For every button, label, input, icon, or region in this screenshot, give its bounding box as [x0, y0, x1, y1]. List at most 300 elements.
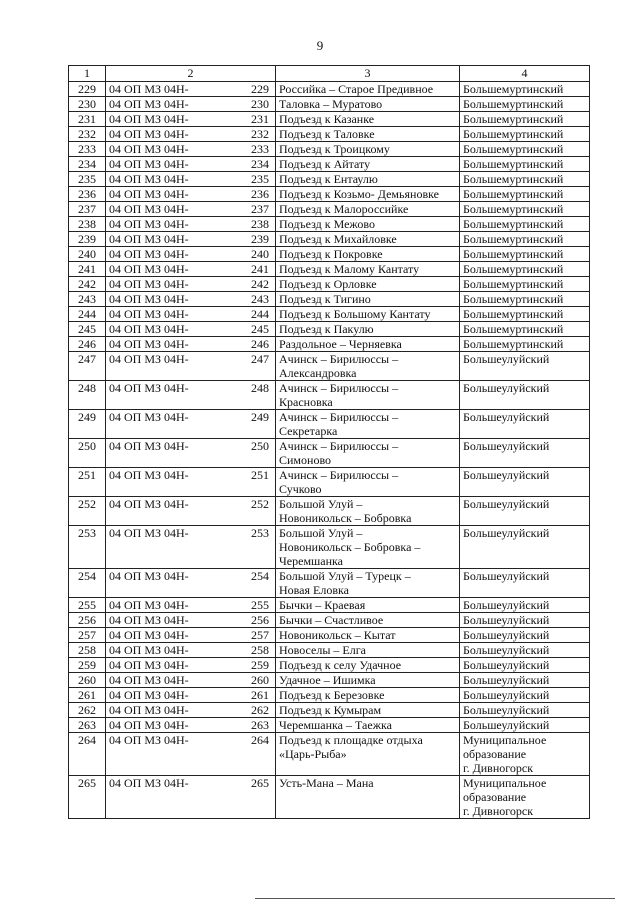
road-name-line: Подъезд к Межово	[279, 217, 375, 231]
road-name-cell	[276, 262, 460, 277]
district-line: Большемуртинский	[463, 172, 564, 186]
road-code-cell	[106, 703, 276, 718]
road-code-suffix: 235	[251, 172, 269, 186]
district-cell	[460, 569, 590, 598]
road-name-cell	[276, 352, 460, 381]
road-name-line: Подъезд к селу Удачное	[279, 658, 402, 672]
road-code-cell	[106, 292, 276, 307]
district-line: Большемуртинский	[463, 217, 564, 231]
road-name-cell	[276, 247, 460, 262]
road-code-cell	[106, 262, 276, 277]
table-row	[69, 112, 590, 127]
row-number: 230	[69, 97, 106, 112]
row-number: 244	[69, 307, 106, 322]
district-cell	[460, 262, 590, 277]
road-name-line: Раздольное – Черняевка	[279, 337, 402, 351]
table-row	[69, 262, 590, 277]
road-name-line: Подъезд к Козьмо- Демьяновке	[279, 187, 439, 201]
district-line: Большемуртинский	[463, 127, 564, 141]
road-code-prefix: 04 ОП МЗ 04Н-	[109, 262, 189, 276]
road-code-prefix: 04 ОП МЗ 04Н-	[109, 82, 189, 96]
district-cell	[460, 643, 590, 658]
table-row	[69, 232, 590, 247]
table-row	[69, 569, 590, 598]
district-cell	[460, 688, 590, 703]
district-line: Большемуртинский	[463, 187, 564, 201]
district-cell	[460, 247, 590, 262]
header-col-2: 2	[106, 66, 276, 82]
table-row	[69, 497, 590, 526]
district-line: Большемуртинский	[463, 82, 564, 96]
road-name-cell	[276, 497, 460, 526]
table-row	[69, 439, 590, 468]
road-name-line: Подъезд к Казанке	[279, 112, 375, 126]
table-row	[69, 468, 590, 497]
district-line: Большеулуйский	[463, 598, 550, 612]
district-line: Большемуртинский	[463, 262, 564, 276]
road-name-line: Таловка – Муратово	[279, 97, 383, 111]
row-number: 258	[69, 643, 106, 658]
road-name-line: Бычки – Счастливое	[279, 613, 384, 627]
road-code-prefix: 04 ОП МЗ 04Н-	[109, 217, 189, 231]
road-name-line: Подъезд к Айтату	[279, 157, 371, 171]
road-code-cell	[106, 337, 276, 352]
road-name-cell	[276, 127, 460, 142]
district-cell	[460, 217, 590, 232]
district-line: г. Дивногорск	[463, 804, 534, 818]
road-code-cell	[106, 569, 276, 598]
district-cell	[460, 202, 590, 217]
road-name-line: Большой Улуй –	[279, 526, 363, 540]
road-name-line: Подъезд к Кумырам	[279, 703, 382, 717]
row-number: 265	[69, 776, 106, 819]
road-code-suffix: 256	[251, 613, 269, 627]
table-row	[69, 598, 590, 613]
district-cell	[460, 468, 590, 497]
district-cell	[460, 292, 590, 307]
table-row	[69, 337, 590, 352]
district-line: Большемуртинский	[463, 247, 564, 261]
district-cell	[460, 733, 590, 776]
road-name-cell	[276, 688, 460, 703]
road-code-suffix: 238	[251, 217, 269, 231]
district-line: Большеулуйский	[463, 613, 550, 627]
road-code-cell	[106, 172, 276, 187]
road-code-suffix: 246	[251, 337, 269, 351]
road-name-line: Подъезд к Ентаулю	[279, 172, 378, 186]
road-code-prefix: 04 ОП МЗ 04Н-	[109, 277, 189, 291]
district-line: Большеулуйский	[463, 569, 550, 583]
district-cell	[460, 776, 590, 819]
road-code-suffix: 241	[251, 262, 269, 276]
row-number: 264	[69, 733, 106, 776]
table-row	[69, 157, 590, 172]
road-code-suffix: 265	[251, 776, 269, 790]
district-cell	[460, 337, 590, 352]
road-code-cell	[106, 247, 276, 262]
road-code-suffix: 257	[251, 628, 269, 642]
road-code-suffix: 243	[251, 292, 269, 306]
district-cell	[460, 497, 590, 526]
road-code-suffix: 261	[251, 688, 269, 702]
row-number: 247	[69, 352, 106, 381]
row-number: 249	[69, 410, 106, 439]
table-row	[69, 381, 590, 410]
road-name-line: Красновка	[279, 395, 333, 409]
road-name-line: Новоселы – Елга	[279, 643, 366, 657]
row-number: 248	[69, 381, 106, 410]
road-name-cell	[276, 718, 460, 733]
row-number: 232	[69, 127, 106, 142]
road-name-cell	[276, 776, 460, 819]
row-number: 253	[69, 526, 106, 569]
district-line: Большемуртинский	[463, 232, 564, 246]
district-line: Большеулуйский	[463, 439, 550, 453]
road-name-line: Подъезд к Березовке	[279, 688, 385, 702]
district-cell	[460, 142, 590, 157]
road-code-suffix: 230	[251, 97, 269, 111]
district-line: Муниципальное	[463, 733, 547, 747]
road-code-suffix: 233	[251, 142, 269, 156]
road-code-cell	[106, 352, 276, 381]
road-name-line: Новоникольск – Кытат	[279, 628, 396, 642]
road-code-cell	[106, 381, 276, 410]
district-cell	[460, 410, 590, 439]
district-cell	[460, 352, 590, 381]
road-code-prefix: 04 ОП МЗ 04Н-	[109, 202, 189, 216]
table-row	[69, 97, 590, 112]
row-number: 236	[69, 187, 106, 202]
district-line: Большемуртинский	[463, 112, 564, 126]
road-code-prefix: 04 ОП МЗ 04Н-	[109, 322, 189, 336]
road-code-suffix: 248	[251, 381, 269, 395]
road-code-cell	[106, 82, 276, 97]
district-cell	[460, 172, 590, 187]
road-name-line: Ачинск – Бирилюссы –	[279, 468, 399, 482]
road-code-suffix: 254	[251, 569, 269, 583]
road-code-prefix: 04 ОП МЗ 04Н-	[109, 142, 189, 156]
road-name-cell	[276, 97, 460, 112]
district-line: Большемуртинский	[463, 292, 564, 306]
road-name-cell	[276, 292, 460, 307]
district-line: Большемуртинский	[463, 322, 564, 336]
table-row	[69, 673, 590, 688]
road-code-cell	[106, 658, 276, 673]
district-line: Большеулуйский	[463, 381, 550, 395]
road-code-prefix: 04 ОП МЗ 04Н-	[109, 628, 189, 642]
table-row	[69, 142, 590, 157]
row-number: 243	[69, 292, 106, 307]
road-code-cell	[106, 277, 276, 292]
road-code-cell	[106, 688, 276, 703]
road-code-suffix: 258	[251, 643, 269, 657]
road-code-prefix: 04 ОП МЗ 04Н-	[109, 733, 189, 747]
table-row	[69, 410, 590, 439]
road-code-suffix: 229	[251, 82, 269, 96]
road-code-prefix: 04 ОП МЗ 04Н-	[109, 703, 189, 717]
road-name-line: Ачинск – Бирилюссы –	[279, 352, 399, 366]
row-number: 262	[69, 703, 106, 718]
road-name-line: Ачинск – Бирилюссы –	[279, 410, 399, 424]
road-code-suffix: 231	[251, 112, 269, 126]
road-name-cell	[276, 142, 460, 157]
road-name-cell	[276, 217, 460, 232]
table-header-row	[69, 66, 590, 82]
road-code-cell	[106, 439, 276, 468]
district-cell	[460, 613, 590, 628]
road-name-line: Подъезд к Большому Кантату	[279, 307, 431, 321]
district-line: Большеулуйский	[463, 352, 550, 366]
road-code-cell	[106, 613, 276, 628]
road-name-cell	[276, 703, 460, 718]
road-code-cell	[106, 322, 276, 337]
table-row	[69, 733, 590, 776]
road-name-line: Новая Еловка	[279, 583, 349, 597]
road-code-cell	[106, 673, 276, 688]
table-row	[69, 277, 590, 292]
road-code-cell	[106, 202, 276, 217]
district-cell	[460, 439, 590, 468]
table-row	[69, 127, 590, 142]
road-code-cell	[106, 776, 276, 819]
road-name-line: Подъезд к Покровке	[279, 247, 383, 261]
district-cell	[460, 658, 590, 673]
row-number: 231	[69, 112, 106, 127]
road-code-suffix: 240	[251, 247, 269, 261]
road-name-line: Подъезд к Малороссийке	[279, 202, 409, 216]
road-name-line: Новоникольск – Бобровка	[279, 511, 412, 525]
district-cell	[460, 232, 590, 247]
road-code-prefix: 04 ОП МЗ 04Н-	[109, 112, 189, 126]
road-name-line: Сучково	[279, 482, 322, 496]
district-cell	[460, 112, 590, 127]
road-code-prefix: 04 ОП МЗ 04Н-	[109, 337, 189, 351]
road-name-cell	[276, 598, 460, 613]
road-code-cell	[106, 468, 276, 497]
road-name-cell	[276, 112, 460, 127]
district-line: Большеулуйский	[463, 673, 550, 687]
table-row	[69, 718, 590, 733]
table-row	[69, 688, 590, 703]
district-line: Большеулуйский	[463, 688, 550, 702]
road-name-cell	[276, 673, 460, 688]
district-line: Большемуртинский	[463, 142, 564, 156]
road-code-suffix: 255	[251, 598, 269, 612]
road-name-cell	[276, 410, 460, 439]
road-name-cell	[276, 381, 460, 410]
row-number: 257	[69, 628, 106, 643]
district-cell	[460, 628, 590, 643]
row-number: 245	[69, 322, 106, 337]
road-code-cell	[106, 628, 276, 643]
road-code-prefix: 04 ОП МЗ 04Н-	[109, 569, 189, 583]
road-code-suffix: 239	[251, 232, 269, 246]
district-line: Большеулуйский	[463, 703, 550, 717]
row-number: 263	[69, 718, 106, 733]
row-number: 234	[69, 157, 106, 172]
road-code-prefix: 04 ОП МЗ 04Н-	[109, 658, 189, 672]
road-name-cell	[276, 569, 460, 598]
road-code-cell	[106, 112, 276, 127]
road-name-line: Подъезд к Пакулю	[279, 322, 374, 336]
table-row	[69, 172, 590, 187]
road-code-cell	[106, 307, 276, 322]
road-code-suffix: 253	[251, 526, 269, 540]
road-name-line: Российка – Старое Предивное	[279, 82, 434, 96]
district-line: Большемуртинский	[463, 277, 564, 291]
district-cell	[460, 277, 590, 292]
road-code-cell	[106, 232, 276, 247]
district-cell	[460, 598, 590, 613]
table-row	[69, 703, 590, 718]
road-code-prefix: 04 ОП МЗ 04Н-	[109, 643, 189, 657]
footer-rule	[255, 898, 615, 899]
row-number: 237	[69, 202, 106, 217]
row-number: 251	[69, 468, 106, 497]
road-name-cell	[276, 202, 460, 217]
row-number: 241	[69, 262, 106, 277]
row-number: 250	[69, 439, 106, 468]
road-code-suffix: 247	[251, 352, 269, 366]
table-row	[69, 658, 590, 673]
table-row	[69, 307, 590, 322]
road-code-prefix: 04 ОП МЗ 04Н-	[109, 157, 189, 171]
district-cell	[460, 381, 590, 410]
district-line: образование	[463, 790, 527, 804]
road-code-cell	[106, 733, 276, 776]
road-code-prefix: 04 ОП МЗ 04Н-	[109, 232, 189, 246]
road-name-line: Секретарка	[279, 424, 338, 438]
row-number: 242	[69, 277, 106, 292]
road-code-cell	[106, 97, 276, 112]
row-number: 238	[69, 217, 106, 232]
table-row	[69, 292, 590, 307]
road-name-cell	[276, 468, 460, 497]
road-code-prefix: 04 ОП МЗ 04Н-	[109, 526, 189, 540]
district-line: Большемуртинский	[463, 202, 564, 216]
row-number: 254	[69, 569, 106, 598]
road-name-cell	[276, 643, 460, 658]
road-name-line: Подъезд к Михайловке	[279, 232, 397, 246]
road-code-suffix: 232	[251, 127, 269, 141]
road-name-cell	[276, 232, 460, 247]
road-name-line: Ачинск – Бирилюссы –	[279, 439, 399, 453]
district-cell	[460, 322, 590, 337]
district-line: г. Дивногорск	[463, 761, 534, 775]
road-name-cell	[276, 526, 460, 569]
district-line: Большемуртинский	[463, 97, 564, 111]
district-line: Большеулуйский	[463, 718, 550, 732]
table-row	[69, 526, 590, 569]
road-name-cell	[276, 277, 460, 292]
road-name-line: Ачинск – Бирилюссы –	[279, 381, 399, 395]
road-code-prefix: 04 ОП МЗ 04Н-	[109, 688, 189, 702]
road-code-suffix: 236	[251, 187, 269, 201]
road-code-cell	[106, 157, 276, 172]
row-number: 233	[69, 142, 106, 157]
road-code-cell	[106, 526, 276, 569]
road-name-line: Подъезд к Малому Кантату	[279, 262, 420, 276]
header-col-1: 1	[69, 66, 106, 82]
road-name-cell	[276, 82, 460, 97]
road-code-suffix: 242	[251, 277, 269, 291]
table-row	[69, 322, 590, 337]
road-code-suffix: 234	[251, 157, 269, 171]
row-number: 252	[69, 497, 106, 526]
district-line: Муниципальное	[463, 776, 547, 790]
road-code-prefix: 04 ОП МЗ 04Н-	[109, 776, 189, 790]
road-register-table	[68, 65, 590, 819]
district-line: Большеулуйский	[463, 526, 550, 540]
road-code-prefix: 04 ОП МЗ 04Н-	[109, 673, 189, 687]
row-number: 229	[69, 82, 106, 97]
district-line: Большемуртинский	[463, 157, 564, 171]
road-code-suffix: 259	[251, 658, 269, 672]
table-row	[69, 776, 590, 819]
road-name-line: Усть-Мана – Мана	[279, 776, 374, 790]
road-code-cell	[106, 127, 276, 142]
district-line: Большеулуйский	[463, 658, 550, 672]
road-code-prefix: 04 ОП МЗ 04Н-	[109, 247, 189, 261]
road-code-prefix: 04 ОП МЗ 04Н-	[109, 598, 189, 612]
road-name-line: Симоново	[279, 453, 332, 467]
page-number: 9	[316, 38, 324, 53]
road-code-cell	[106, 187, 276, 202]
road-code-suffix: 244	[251, 307, 269, 321]
road-name-line: Бычки – Краевая	[279, 598, 366, 612]
row-number: 255	[69, 598, 106, 613]
row-number: 240	[69, 247, 106, 262]
road-code-prefix: 04 ОП МЗ 04Н-	[109, 127, 189, 141]
road-name-line: Большой Улуй – Турецк –	[279, 569, 411, 583]
road-name-line: Большой Улуй –	[279, 497, 363, 511]
table-row	[69, 613, 590, 628]
road-name-cell	[276, 658, 460, 673]
road-code-suffix: 263	[251, 718, 269, 732]
road-code-prefix: 04 ОП МЗ 04Н-	[109, 307, 189, 321]
road-code-prefix: 04 ОП МЗ 04Н-	[109, 718, 189, 732]
district-line: Большемуртинский	[463, 337, 564, 351]
district-cell	[460, 718, 590, 733]
table-row	[69, 82, 590, 97]
district-cell	[460, 307, 590, 322]
row-number: 239	[69, 232, 106, 247]
road-name-cell	[276, 187, 460, 202]
header-col-3: 3	[276, 66, 460, 82]
district-line: Большеулуйский	[463, 497, 550, 511]
road-name-line: Подъезд к Таловке	[279, 127, 375, 141]
road-code-prefix: 04 ОП МЗ 04Н-	[109, 613, 189, 627]
district-line: Большемуртинский	[463, 307, 564, 321]
table-body	[69, 82, 590, 819]
row-number: 259	[69, 658, 106, 673]
district-line: Большеулуйский	[463, 468, 550, 482]
district-line: образование	[463, 747, 527, 761]
road-name-line: Подъезд к Тигино	[279, 292, 371, 306]
district-line: Большеулуйский	[463, 628, 550, 642]
road-name-cell	[276, 439, 460, 468]
table-row	[69, 247, 590, 262]
table-row	[69, 643, 590, 658]
road-name-line: Александровка	[279, 366, 357, 380]
district-cell	[460, 82, 590, 97]
road-code-suffix: 249	[251, 410, 269, 424]
road-name-cell	[276, 157, 460, 172]
road-name-cell	[276, 322, 460, 337]
road-code-cell	[106, 643, 276, 658]
road-name-line: Удачное – Ишимка	[279, 673, 376, 687]
road-code-suffix: 250	[251, 439, 269, 453]
